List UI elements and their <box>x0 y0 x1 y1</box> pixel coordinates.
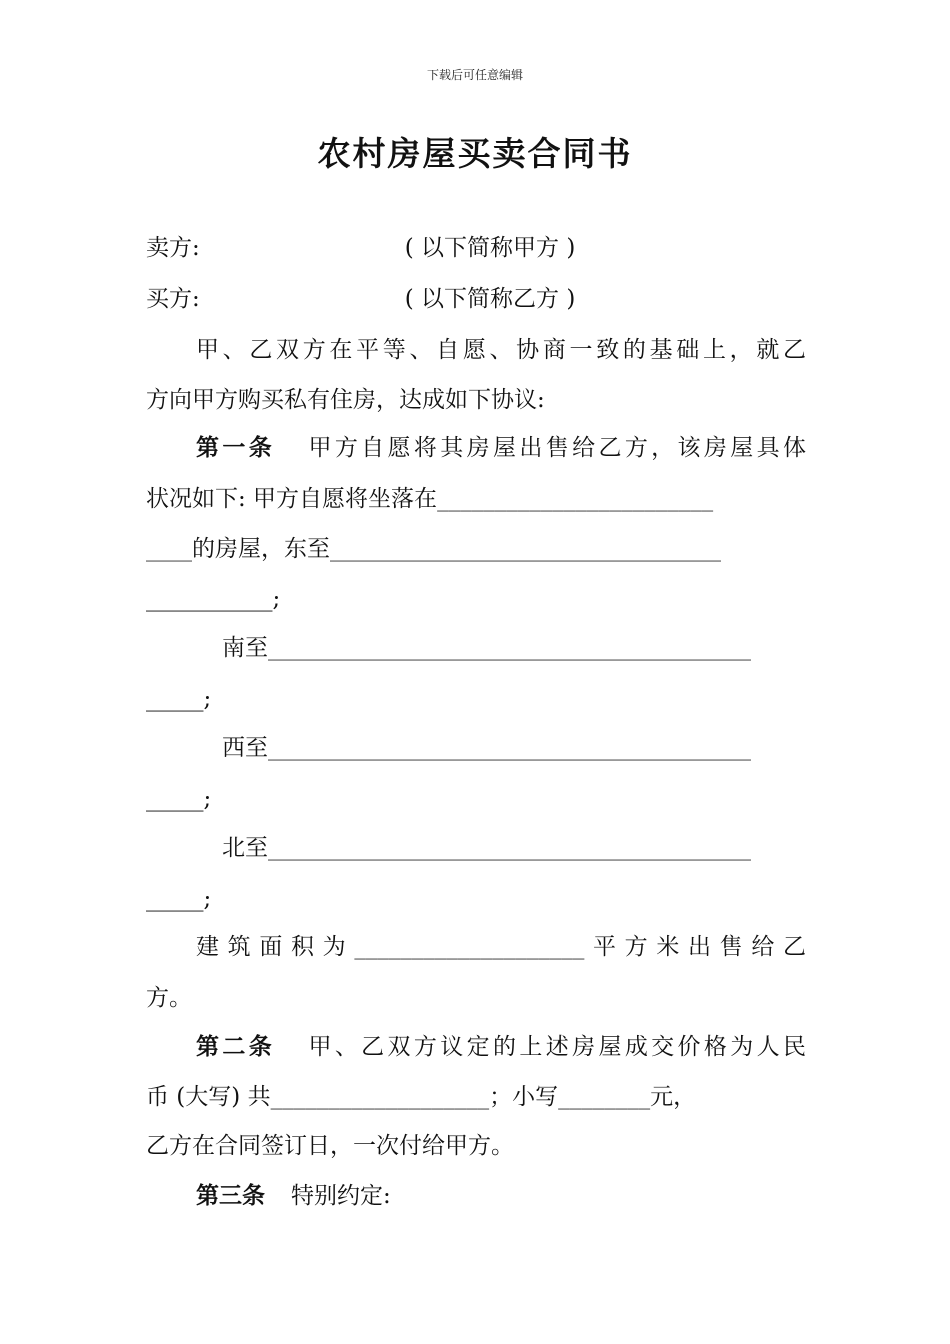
north-blank-end: _____; <box>146 886 212 912</box>
seller-note: ( 以下简称甲方 ) <box>404 235 576 261</box>
article1-text-3: 的房屋，东至 <box>192 536 330 562</box>
article1-line-2 <box>146 482 806 516</box>
area-pre: 建筑面积为 <box>196 934 355 960</box>
article3-line <box>196 1179 806 1213</box>
price-words-blank: ___________________ <box>270 1084 490 1110</box>
west-blank-end: _____; <box>146 786 212 812</box>
article3-heading: 第三条 <box>196 1182 265 1209</box>
article2-text-1: 甲、乙双方议定的上述房屋成交价格为人民 <box>305 1034 806 1060</box>
price-digits-blank: ________ <box>558 1084 651 1110</box>
article3-text: 特别约定: <box>291 1183 391 1209</box>
article1-text-1: 甲方自愿将其房屋出售给乙方，该房屋具体 <box>305 435 806 461</box>
buyer-note: ( 以下简称乙方 ) <box>404 286 576 312</box>
price-pre: 币 (大写) 共 <box>146 1084 271 1110</box>
article2-heading: 第二条 <box>196 1033 276 1060</box>
article1-line-3 <box>146 532 806 566</box>
area-end: 方。 <box>146 985 192 1011</box>
article2-line-3: 乙方在合同签订日，一次付给甲方。 <box>146 1133 514 1159</box>
seller-label: 卖方: <box>146 235 200 261</box>
east-blank: __________________________________ <box>330 536 721 562</box>
area-post: 平方米出售给乙 <box>584 934 806 960</box>
article2-line-2 <box>146 1080 806 1114</box>
north-line <box>222 831 806 865</box>
buyer-label: 买方: <box>146 286 200 312</box>
west-line <box>222 731 806 765</box>
price-semi: ；小写 <box>489 1084 559 1110</box>
area-line <box>196 930 806 964</box>
buyer-line <box>146 282 806 316</box>
seller-line <box>146 231 806 265</box>
article1-heading: 第一条 <box>196 434 276 461</box>
article1-line-1 <box>196 431 806 465</box>
south-label: 南至 <box>222 635 268 661</box>
location-blank-cont: ____ <box>146 536 192 562</box>
south-blank-end: _____; <box>146 686 212 712</box>
north-label: 北至 <box>222 835 268 861</box>
south-line <box>222 631 806 665</box>
intro-line-2: 方向甲方购买私有住房，达成如下协议: <box>146 387 545 413</box>
south-blank: __________________________________________ <box>268 635 751 661</box>
document-title: 农村房屋买卖合同书 <box>317 134 633 173</box>
east-blank-end: ___________; <box>146 586 281 612</box>
location-blank: ________________________ <box>437 486 714 512</box>
price-post: 元， <box>650 1084 697 1110</box>
west-label: 西至 <box>222 735 268 761</box>
intro-line-1: 甲、乙双方在平等、自愿、协商一致的基础上，就乙 <box>196 337 806 363</box>
north-blank: __________________________________________ <box>268 835 751 861</box>
article1-text-2: 状况如下: 甲方自愿将坐落在 <box>146 486 438 512</box>
header-note: 下载后可任意编辑 <box>426 68 523 82</box>
area-blank: ____________________ <box>354 934 585 960</box>
article2-line-1 <box>196 1030 806 1064</box>
west-blank: __________________________________________ <box>268 735 751 761</box>
